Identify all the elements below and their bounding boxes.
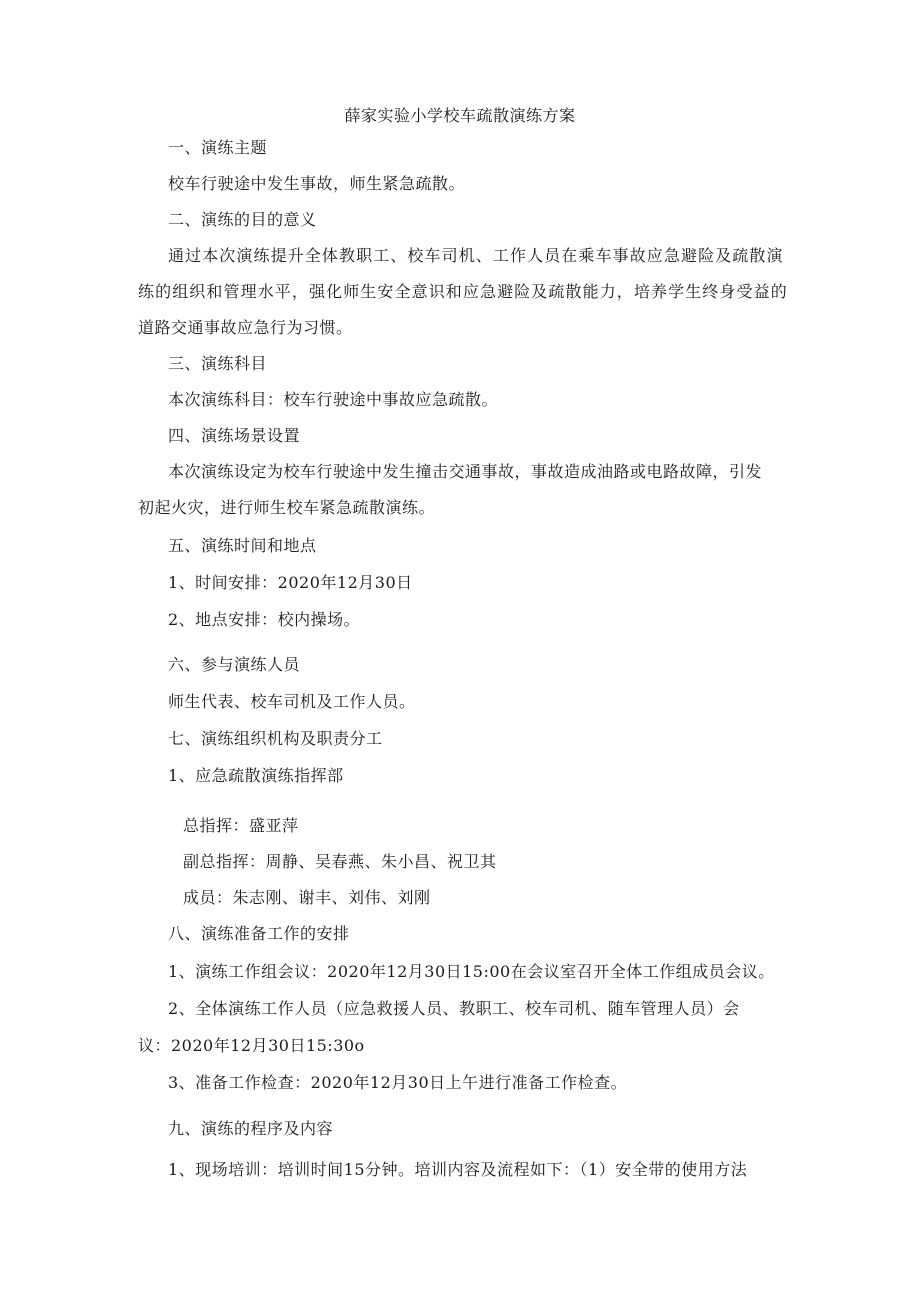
section-heading-3: 三、演练科目 [168, 354, 268, 373]
paragraph-line: 本次演练设定为校车行驶途中发生撞击交通事故，事故造成油路或电路故障，引发 [168, 462, 763, 481]
paragraph-line: 副总指挥：周静、吴春燕、朱小昌、祝卫其 [183, 852, 497, 871]
section-heading-9: 九、演练的程序及内容 [168, 1119, 334, 1138]
paragraph-line: 本次演练科目：校车行驶途中事故应急疏散。 [168, 390, 499, 409]
paragraph-line: 初起火灾，进行师生校车紧急疏散演练。 [138, 498, 436, 517]
paragraph-line: 总指挥：盛亚萍 [183, 816, 299, 835]
section-heading-6: 六、参与演练人员 [168, 655, 301, 674]
section-heading-8: 八、演练准备工作的安排 [168, 924, 350, 943]
paragraph-line: 议：2020年12月30日15:30o [138, 1036, 365, 1055]
paragraph-line: 通过本次演练提升全体教职工、校车司机、工作人员在乘车事故应急避险及疏散演 [168, 246, 784, 265]
section-heading-5: 五、演练时间和地点 [168, 536, 317, 555]
paragraph-line: 师生代表、校车司机及工作人员。 [168, 692, 416, 711]
paragraph-line: 练的组织和管理水平，强化师生安全意识和应急避险及疏散能力，培养学生终身受益的 [138, 282, 788, 301]
paragraph-line: 1、演练工作组会议：2020年12月30日15:00在会议室召开全体工作组成员会议。 [168, 962, 775, 981]
paragraph-line: 2、地点安排：校内操场。 [168, 610, 361, 629]
paragraph-line: 2、全体演练工作人员（应急救援人员、教职工、校车司机、随车管理人员）会 [168, 999, 740, 1018]
paragraph-line: 校车行驶途中发生事故，师生紧急疏散。 [168, 174, 466, 193]
paragraph-line: 道路交通事故应急行为习惯。 [138, 318, 353, 337]
document-title: 薛家实验小学校车疏散演练方案 [344, 106, 576, 125]
section-heading-2: 二、演练的目的意义 [168, 210, 317, 229]
paragraph-line: 3、准备工作检查：2020年12月30日上午进行准备工作检查。 [168, 1073, 628, 1092]
section-heading-1: 一、演练主题 [168, 138, 268, 157]
paragraph-line: 1、时间安排：2020年12月30日 [168, 573, 413, 592]
section-heading-7: 七、演练组织机构及职责分工 [168, 729, 383, 748]
paragraph-line: 1、应急疏散演练指挥部 [168, 766, 344, 785]
paragraph-line: 成员：朱志刚、谢丰、刘伟、刘刚 [183, 888, 431, 907]
section-heading-4: 四、演练场景设置 [168, 426, 301, 445]
paragraph-line: 1、现场培训：培训时间15分钟。培训内容及流程如下：（1）安全带的使用方法 [168, 1160, 748, 1179]
